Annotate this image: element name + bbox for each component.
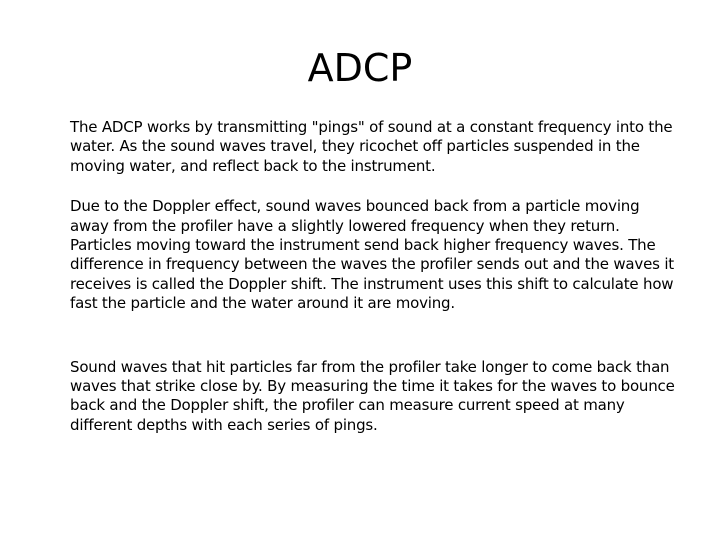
paragraph-doppler-shift: Due to the Doppler effect, sound waves bounced back from a particle moving away from the profiler have a slightly lowered frequency when they return. Particles moving toward the instrument send back higher frequency waves. The difference in frequency between the waves the profiler sends out and the waves it receives is called the Doppler shift. The instrument uses this shift to calculate how fast the particle and the water around it are moving. — [70, 197, 674, 313]
paragraph-depth-measurement: Sound waves that hit particles far from the profiler take longer to come back than waves that strike close by. By measuring the time it takes for the waves to bounce back and the Doppler shift, the profiler can measure current speed at many different depths with each series of pings. — [70, 357, 675, 434]
slide-body — [70, 118, 682, 435]
paragraph-ping-transmission: The ADCP works by transmitting "pings" of sound at a constant frequency into the water. As the sound waves travel, they ricochet off particles suspended in the moving water, and reflect back to the instrument. — [70, 118, 673, 175]
slide-title: ADCP — [307, 46, 413, 90]
